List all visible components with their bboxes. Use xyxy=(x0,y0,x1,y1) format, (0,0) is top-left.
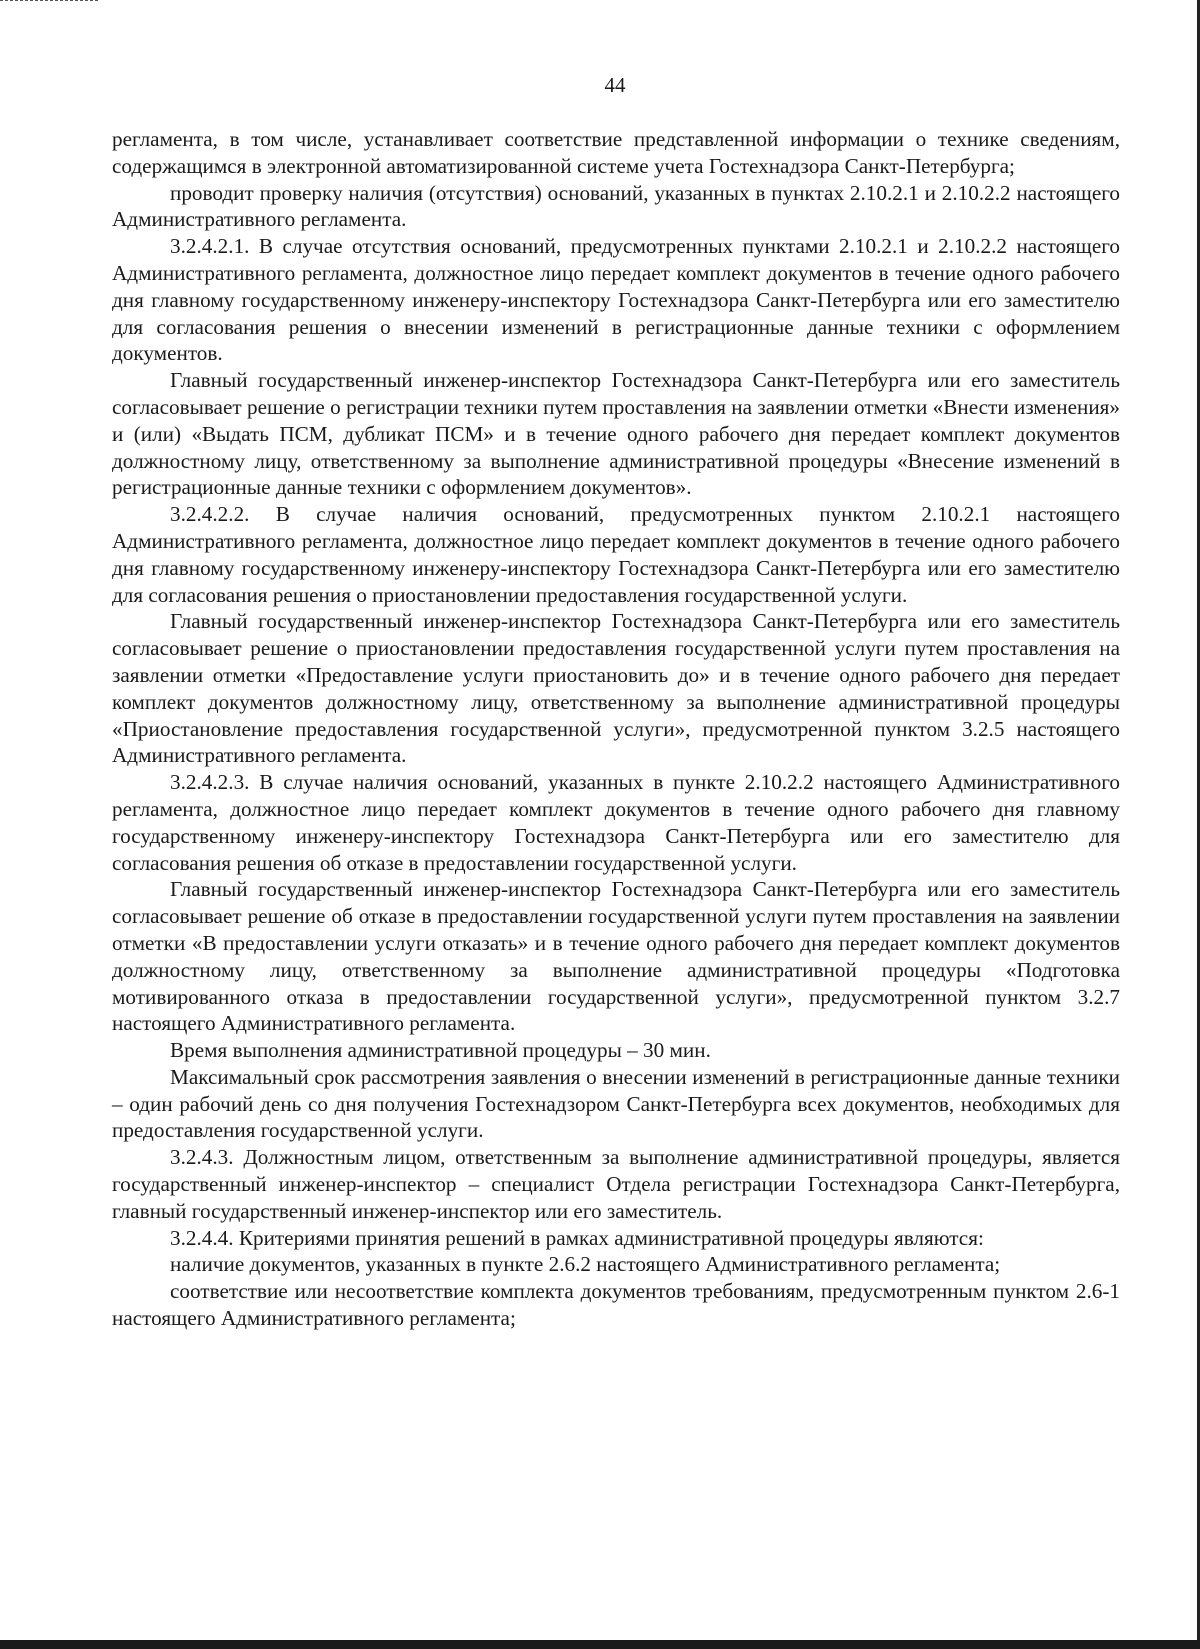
page-number: 44 xyxy=(604,73,626,97)
scan-border-bottom xyxy=(0,1640,1200,1649)
paragraph: 3.2.4.4. Критериями принятия решений в рамках административной процедуры являются: xyxy=(170,1225,984,1250)
paragraph: Время выполнения административной процедуры – 30 мин. xyxy=(170,1038,711,1063)
paragraph: регламента, в том числе, устанавливает соответствие представленной информации о технике сведениям, содержащимся в электронной автоматизированной системе учета Гостехнадзора Санкт-Петербурга; xyxy=(112,127,1120,178)
paragraph: Главный государственный инженер-инспектор Гостехнадзора Санкт-Петербурга или его заместитель согласовывает решение о приостановлении предоставления государственной услуги путем проставления на заявлении отметки «Предоставление услуги приостановить до» и в течение одного рабочего дня передает комплект документов должностному лицу, ответственному за выполнение административной процедуры «Приостановление предоставления государственной услуги», предусмотренной пунктом 3.2.5 настоящего Административного регламента. xyxy=(112,609,1120,768)
paragraph: Главный государственный инженер-инспектор Гостехнадзора Санкт-Петербурга или его заместитель согласовывает решение об отказе в предоставлении государственной услуги путем проставления на заявлении отметки «В предоставлении услуги отказать» и в течение одного рабочего дня передает комплект документов должностному лицу, ответственному за выполнение административной процедуры «Подготовка мотивированного отказа в предоставлении государственной услуги», предусмотренной пунктом 3.2.7 настоящего Административного регламента. xyxy=(112,877,1120,1036)
paragraph: 3.2.4.2.2. В случае наличия оснований, предусмотренных пунктом 2.10.2.1 настоящего Административного регламента, должностное лицо передает комплект документов в течение одного рабочего дня главному государственному инженеру-инспектору Гостехнадзора Санкт-Петербурга или его заместителю для согласования решения о приостановлении предоставления государственной услуги. xyxy=(112,502,1120,607)
document-body xyxy=(112,126,1120,1332)
paragraph: проводит проверку наличия (отсутствия) оснований, указанных в пунктах 2.10.2.1 и 2.10.2.2 настоящего Административного регламента. xyxy=(112,180,1120,232)
paragraph: 3.2.4.2.1. В случае отсутствия оснований, предусмотренных пунктами 2.10.2.1 и 2.10.2.2 настоящего Административного регламента, должностное лицо передает комплект документов в течение одного рабочего дня главному государственному инженеру-инспектору Гостехнадзора Санкт-Петербурга или его заместителю для согласования решения о внесении изменений в регистрационные данные техники с оформлением документов. xyxy=(112,234,1120,366)
paragraph: 3.2.4.3. Должностным лицом, ответственным за выполнение административной процедуры, является государственный инженер-инспектор – специалист Отдела регистрации Гостехнадзора Санкт-Петербурга, главный государственный инженер-инспектор или его заместитель. xyxy=(112,1145,1120,1223)
paragraph: наличие документов, указанных в пункте 2.6.2 настоящего Административного регламента; xyxy=(170,1252,1001,1277)
paragraph: Максимальный срок рассмотрения заявления о внесении изменений в регистрационные данные техники – один рабочий день со дня получения Гостехнадзором Санкт-Петербурга всех документов, необходимых для предоставления государственной услуги. xyxy=(112,1064,1120,1143)
scan-border-top-left xyxy=(0,0,98,5)
paragraph: 3.2.4.2.3. В случае наличия оснований, указанных в пункте 2.10.2.2 настоящего Административного регламента, должностное лицо передает комплект документов в течение одного рабочего дня главному государственному инженеру-инспектору Гостехнадзора Санкт-Петербурга или его заместителю для согласования решения об отказе в предоставлении государственной услуги. xyxy=(112,770,1120,875)
paragraph: соответствие или несоответствие комплекта документов требованиям, предусмотренным пунктом 2.6-1 настоящего Административного регламента; xyxy=(112,1279,1120,1331)
paragraph: Главный государственный инженер-инспектор Гостехнадзора Санкт-Петербурга или его заместитель согласовывает решение о регистрации техники путем проставления на заявлении отметки «Внести изменения» и (или) «Выдать ПСМ, дубликат ПСМ» и в течение одного рабочего дня передает комплект документов должностному лицу, ответственному за выполнение административной процедуры «Внесение изменений в регистрационные данные техники с оформлением документов». xyxy=(112,368,1120,500)
